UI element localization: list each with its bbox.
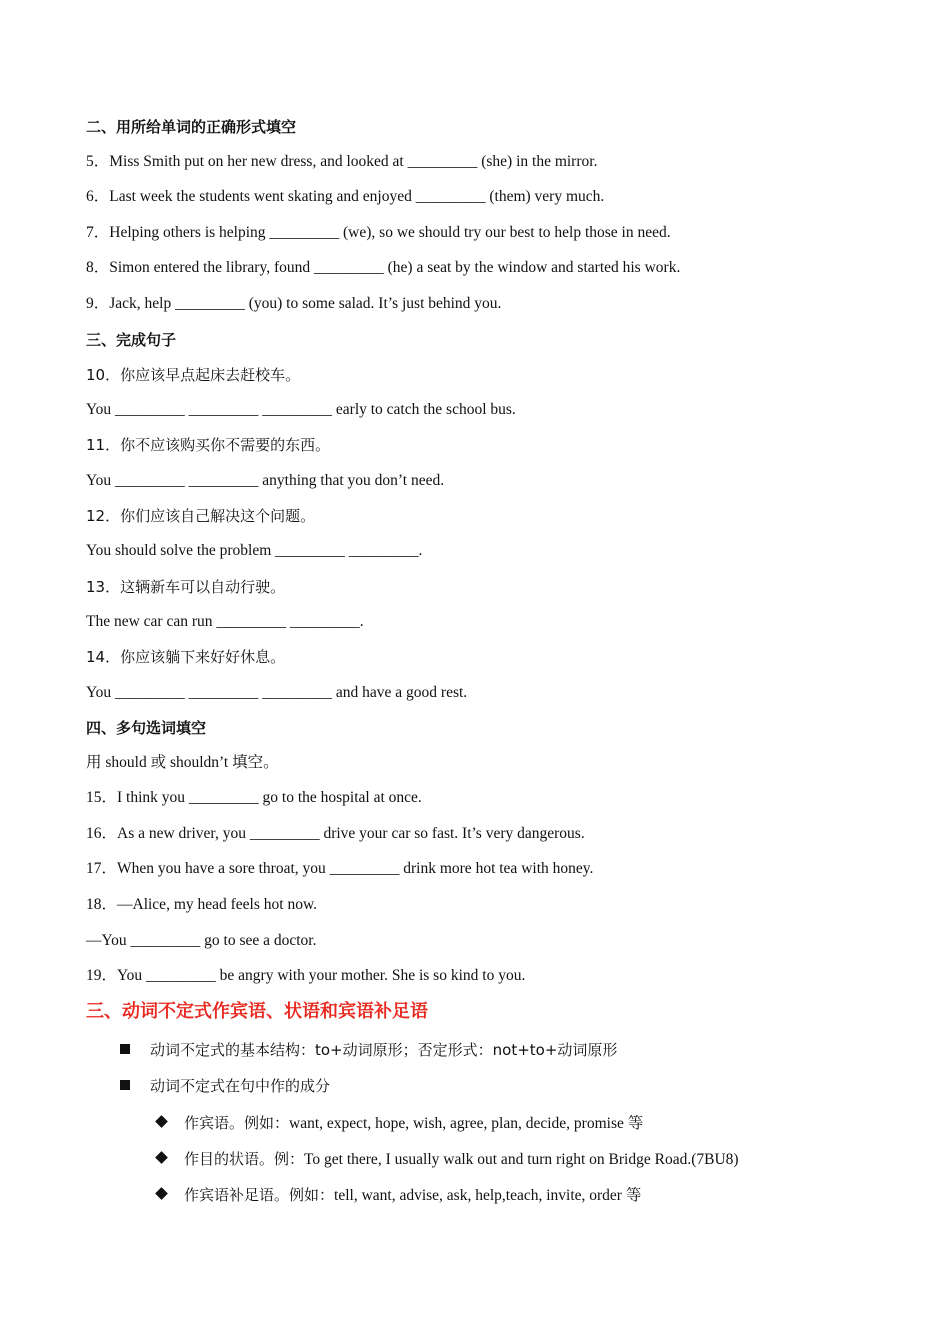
diamond-bullet-icon — [155, 1187, 168, 1200]
diamond-bullet-icon — [155, 1115, 168, 1128]
exercise-item: 7．Helping others is helping _________ (we), so we should try our best to help those in need. — [86, 224, 671, 241]
square-bullet-icon — [120, 1044, 130, 1054]
square-bullet-icon — [120, 1080, 130, 1090]
exercise-chinese: 10．你应该早点起床去赶校车。 — [86, 366, 301, 384]
section-heading: 四、多句选词填空 — [86, 719, 207, 737]
exercise-item: You _________ _________ anything that you don’t need. — [86, 472, 445, 489]
exercise-item: You _________ _________ _________ and have a good rest. — [86, 684, 468, 701]
exercise-item: 16．As a new driver, you _________ drive your car so fast. It’s very dangerous. — [86, 825, 585, 842]
exercise-item: 17．When you have a sore throat, you _________ drink more hot tea with honey. — [86, 860, 594, 877]
grammar-subbullet: 作宾语补足语。例如：tell, want, advise, ask, help,teach, invite, order 等 — [155, 1185, 641, 1206]
exercise-item: 19．You _________ be angry with your mother. She is so kind to you. — [86, 967, 526, 984]
grammar-bullet: 动词不定式在句中作的成分 — [120, 1076, 330, 1097]
grammar-subbullet: 作目的状语。例：To get there, I usually walk out and turn right on Bridge Road.(7BU8) — [155, 1149, 739, 1170]
exercise-item: 18．—Alice, my head feels hot now. — [86, 896, 318, 913]
grammar-bullet: 动词不定式的基本结构：to+动词原形；否定形式：not+to+动词原形 — [120, 1040, 617, 1061]
section-instruction: 用 should 或 shouldn’t 填空。 — [86, 754, 279, 771]
exercise-chinese: 14．你应该躺下来好好休息。 — [86, 648, 286, 666]
section-heading: 三、完成句子 — [86, 331, 177, 349]
exercise-chinese: 12．你们应该自己解决这个问题。 — [86, 507, 316, 525]
exercise-chinese: 13．这辆新车可以自动行驶。 — [86, 578, 286, 596]
exercise-item: 8．Simon entered the library, found _________ (he) a seat by the window and started his work. — [86, 259, 681, 276]
exercise-item: You _________ _________ _________ early to catch the school bus. — [86, 401, 516, 418]
exercise-item: 6．Last week the students went skating and enjoyed _________ (them) very much. — [86, 188, 605, 205]
exercise-item: 9．Jack, help _________ (you) to some salad. It’s just behind you. — [86, 295, 502, 312]
exercise-item: 5．Miss Smith put on her new dress, and looked at _________ (she) in the mirror. — [86, 153, 598, 170]
grammar-subbullet: 作宾语。例如：want, expect, hope, wish, agree, plan, decide, promise 等 — [155, 1113, 643, 1134]
grammar-section-heading: 三、动词不定式作宾语、状语和宾语补足语 — [86, 1001, 428, 1022]
diamond-bullet-icon — [155, 1151, 168, 1164]
exercise-item: The new car can run _________ _________. — [86, 613, 364, 630]
exercise-item: —You _________ go to see a doctor. — [86, 932, 317, 949]
exercise-item: You should solve the problem _________ _________. — [86, 542, 423, 559]
exercise-item: 15．I think you _________ go to the hospital at once. — [86, 789, 422, 806]
exercise-chinese: 11．你不应该购买你不需要的东西。 — [86, 436, 331, 454]
section-heading: 二、用所给单词的正确形式填空 — [86, 118, 297, 136]
